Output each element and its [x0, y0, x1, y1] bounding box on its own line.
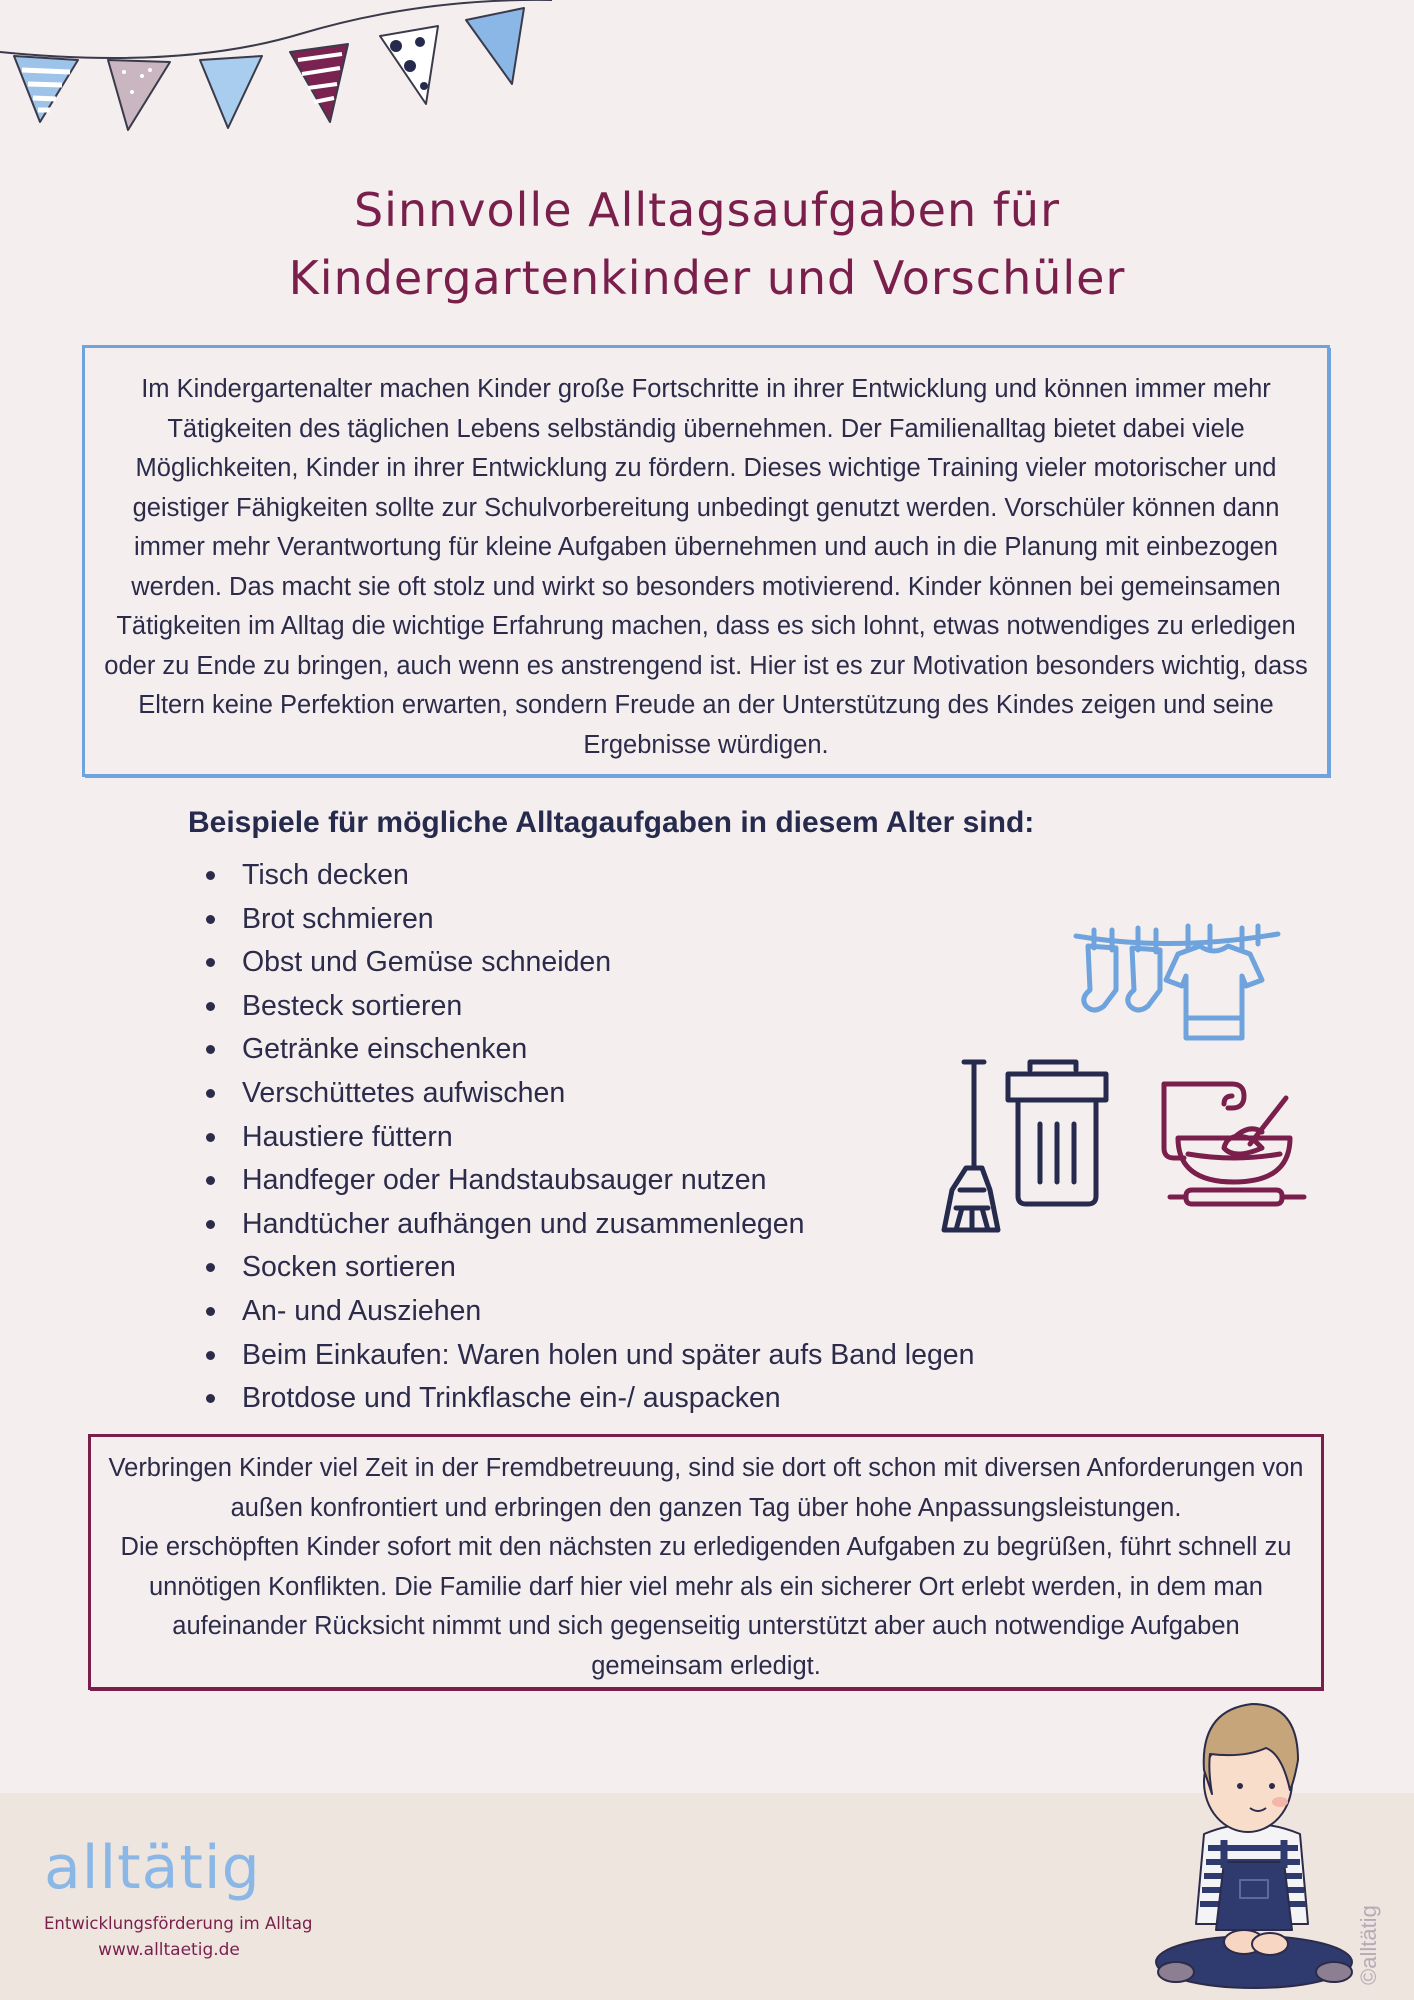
title-line-2: Kindergartenkinder und Vorschüler — [288, 251, 1126, 305]
list-item: Obst und Gemüse schneiden — [206, 941, 975, 985]
laundry-line-icon — [1072, 918, 1282, 1048]
list-item: Handfeger oder Handstaubsauger nutzen — [206, 1159, 975, 1203]
list-item: Verschüttetes aufwischen — [206, 1072, 975, 1116]
page-title — [0, 176, 1414, 312]
list-item: Getränke einschenken — [206, 1028, 975, 1072]
note-paragraph-2: Die erschöpften Kinder sofort mit den nächsten zu erledigenden Aufgaben zu begrüßen, führt schnell zu unnötigen Konflikten. Die Familie darf hier viel mehr als ein sicherer Ort erlebt werden, in dem man aufeinander Rücksicht nimmt und sich gegenseitig unterstützt aber auch notwendige Aufgaben gemeinsam erledigt. — [120, 1533, 1292, 1680]
list-item: An- und Ausziehen — [206, 1290, 975, 1334]
list-item: Socken sortieren — [206, 1246, 975, 1290]
note-paragraph-1: Verbringen Kinder viel Zeit in der Fremdbetreuung, sind sie dort oft schon mit diversen Anforderungen von außen konfrontiert und erbringen den ganzen Tag über hohe Anpassungsleistungen. — [108, 1454, 1304, 1522]
list-item: Brotdose und Trinkflasche ein-/ auspacken — [206, 1377, 975, 1421]
trash-can-icon — [938, 1058, 1118, 1236]
intro-text: Im Kindergartenalter machen Kinder große Fortschritte in ihrer Entwicklung und können immer mehr Tätigkeiten des täglichen Lebens selbständig übernehmen. Der Familienalltag bietet dabei viele Möglichkeiten, Kinder in ihrer Entwicklung zu fördern. Dieses wichtige Training vieler motorischer und geistiger Fähigkeiten sollte zur Schulvorbereitung unbedingt genutzt werden. Vorschüler können dann immer mehr Verantwortung für kleine Aufgaben übernehmen und auch in die Planung mit einbezogen werden. Das macht sie oft stolz und wirkt so besonders motivierend. Kinder können bei gemeinsamen Tätigkeiten im Alltag die wichtige Erfahrung machen, dass es sich lohnt, etwas notwendiges zu erledigen oder zu Ende zu bringen, auch wenn es anstrengend ist. Hier ist es zur Motivation besonders wichtig, dass Eltern keine Perfektion erwarten, sondern Freude an der Unterstützung des Kindes zeigen und seine Ergebnisse würdigen. — [104, 375, 1308, 759]
brand-logo: alltätig — [44, 1833, 261, 1903]
baking-icon — [1158, 1078, 1314, 1212]
list-item: Haustiere füttern — [206, 1116, 975, 1160]
child-illustration — [1148, 1690, 1362, 1990]
website-link[interactable]: www.alltaetig.de — [98, 1940, 240, 1960]
title-line-1: Sinnvolle Alltagsaufgaben für — [353, 183, 1061, 237]
copyright-notice: ©alltätig — [1356, 1905, 1381, 1985]
list-item: Besteck sortieren — [206, 985, 975, 1029]
list-item: Handtücher aufhängen und zusammenlegen — [206, 1203, 975, 1247]
task-list — [206, 854, 975, 1421]
bunting-decoration — [0, 0, 560, 150]
intro-box — [82, 345, 1330, 777]
brand-tagline: Entwicklungsförderung im Alltag — [44, 1914, 313, 1933]
list-item: Beim Einkaufen: Waren holen und später aufs Band legen — [206, 1334, 975, 1378]
list-item: Tisch decken — [206, 854, 975, 898]
examples-heading: Beispiele für mögliche Alltagaufgaben in diesem Alter sind: — [188, 806, 1035, 839]
list-item: Brot schmieren — [206, 898, 975, 942]
note-box — [88, 1434, 1324, 1690]
